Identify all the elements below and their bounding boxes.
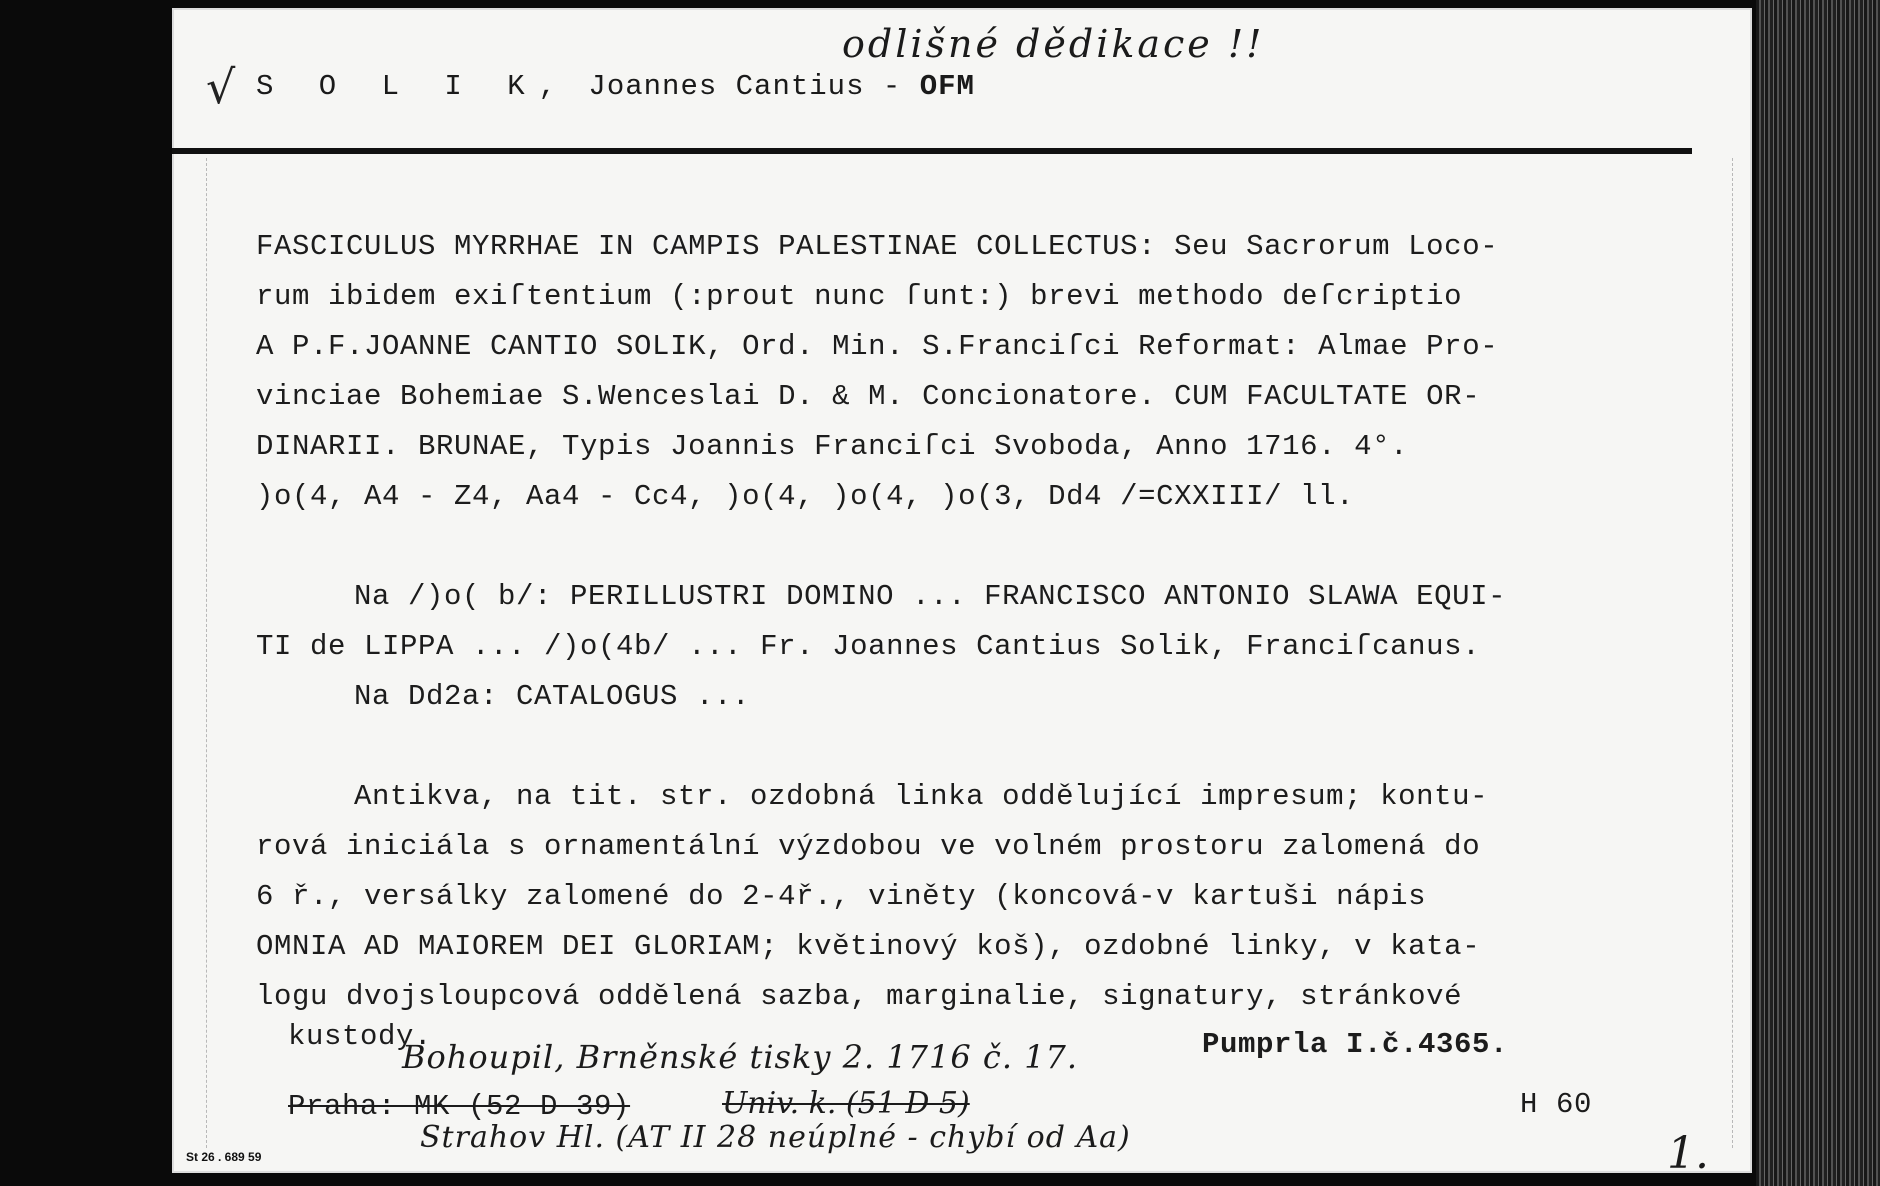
shelf-mark: H 60: [1520, 1088, 1593, 1121]
card-heading: [256, 70, 975, 103]
title-line: DINARII. BRUNAE, Typis Joannis Franciſci Svoboda, Anno 1716. 4°.: [256, 430, 1409, 463]
religious-order: OFM: [901, 70, 975, 103]
margin-guide-line: [1732, 158, 1733, 1148]
title-line: vinciae Bohemiae S.Wenceslai D. & M. Concionatore. CUM FACULTATE OR-: [256, 380, 1481, 413]
handwritten-strahov-note: Strahov Hl. (AT II 28 neúplné - chybí od Aa): [420, 1120, 1131, 1155]
scan-edge-strip: [1756, 0, 1880, 1186]
form-code: St 26 . 689 59: [186, 1150, 262, 1164]
holding-praha: Praha: MK (52 D 39): [288, 1090, 631, 1123]
heading-rule: [172, 148, 1692, 154]
description-line: kustody.: [288, 1020, 433, 1053]
description-line: Antikva, na tit. str. ozdobná linka oddělující impresum; kontu-: [354, 780, 1489, 813]
title-line: A P.F.JOANNE CANTIO SOLIK, Ord. Min. S.Franciſci Reformat: Almae Pro-: [256, 330, 1499, 363]
card-number: 1.: [1667, 1128, 1709, 1179]
contents-line: Na /)o( b/: PERILLUSTRI DOMINO ... FRANCISCO ANTONIO SLAWA EQUI-: [354, 580, 1507, 613]
author-given-name: Joannes Cantius -: [570, 70, 902, 103]
contents-line: Na Dd2a: CATALOGUS ...: [354, 680, 751, 713]
description-line: rová iniciála s ornamentální výzdobou ve volném prostoru zalomená do: [256, 830, 1481, 863]
handwritten-note: odlišné dědikace !!: [842, 22, 1265, 66]
reference-citation: Pumprla I.č.4365.: [1202, 1028, 1509, 1061]
check-mark-icon: √: [206, 60, 236, 114]
catalog-card: [172, 8, 1752, 1179]
author-surname: S O L I K,: [256, 70, 571, 103]
description-line: OMNIA AD MAIOREM DEI GLORIAM; květinový koš), ozdobné linky, v kata-: [256, 930, 1481, 963]
holding-univ: Univ. k. (51 D 5): [722, 1086, 970, 1121]
title-line: FASCICULUS MYRRHAE IN CAMPIS PALESTINAE COLLECTUS: Seu Sacrorum Loco-: [256, 230, 1499, 263]
contents-line: TI de LIPPA ... /)o(4b/ ... Fr. Joannes Cantius Solik, Franciſcanus.: [256, 630, 1481, 663]
margin-guide-line: [206, 158, 207, 1148]
handwritten-holding-note: Bohoupil, Brněnské tisky 2. 1716 č. 17.: [402, 1038, 1079, 1076]
description-line: 6 ř., versálky zalomené do 2-4ř., viněty (koncová-v kartuši nápis: [256, 880, 1427, 913]
collation-line: )o(4, A4 - Z4, Aa4 - Cc4, )o(4, )o(4, )o(3, Dd4 /=CXXIII/ ll.: [256, 480, 1355, 513]
title-line: rum ibidem exiſtentium (:prout nunc ſunt:) brevi methodo deſcriptio: [256, 280, 1463, 313]
description-line: logu dvojsloupcová oddělená sazba, marginalie, signatury, stránkové: [256, 980, 1463, 1013]
